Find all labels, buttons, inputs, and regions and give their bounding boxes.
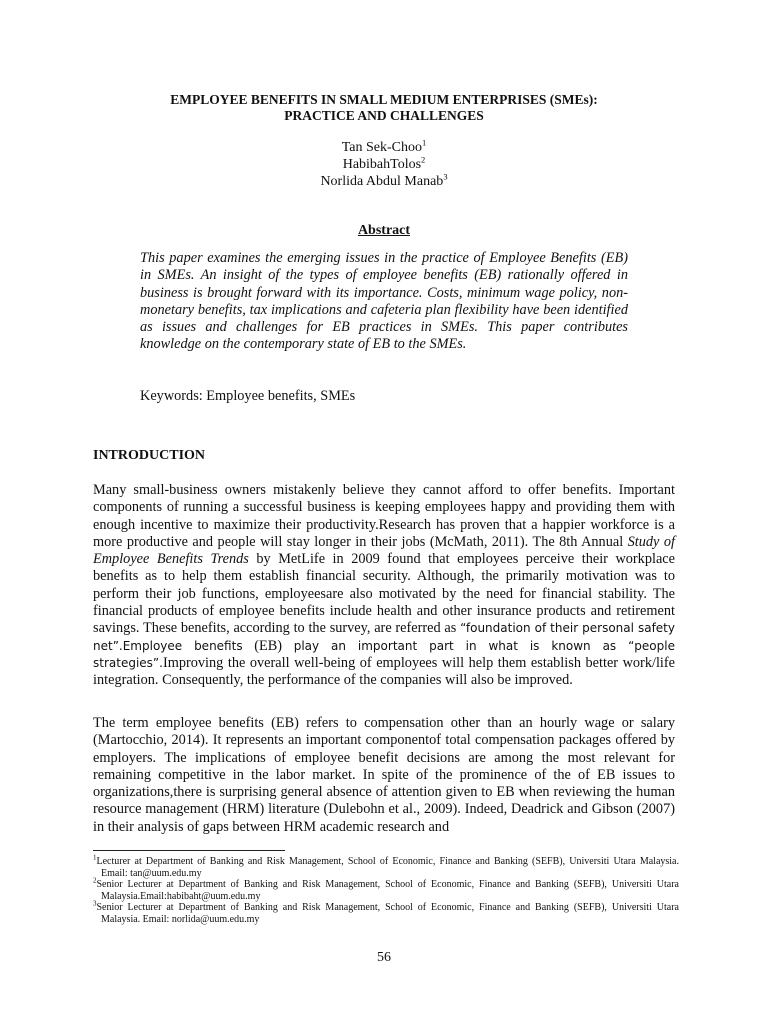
study-title-italic: Study of Employee Benefits Trends — [93, 533, 675, 568]
keywords-line: Keywords: Employee benefits, SMEs — [140, 388, 356, 404]
footnotes — [93, 853, 679, 926]
author-footnote-mark: 1 — [422, 137, 427, 148]
paper-title-line-2: PRACTICE AND CHALLENGES — [284, 108, 484, 123]
author-name: Tan Sek-Choo — [341, 140, 423, 155]
footnote-text: Senior Lecturer at Department of Banking and Risk Management, School of Economic, Finance and Banking (SEFB), Universiti Utara Malaysia.Email:habibaht@uum.edu.my — [96, 879, 679, 902]
quoted-phrase: play an important part in what is known as “people strategies”. — [93, 638, 675, 670]
footnote-text: Senior Lecturer at Department of Banking and Risk Management, School of Economic, Finance and Banking (SEFB), Universiti Utara Malaysia. Email: norlida@uum.edu.my — [96, 902, 679, 925]
paper-title — [90, 92, 678, 124]
author-1 — [90, 139, 678, 156]
introduction-paragraph-2: The term employee benefits (EB) refers to compensation other than an hourly wage or salary (Martocchio, 2014). It represents an important componentof total compensation packages offered by employers. The implications of employee benefit decisions are among the most relevant for remaining competitive in the labor market. In spite of the prominence of the of EB issues to organizations,there is surprising general absence of attention given to EB when reviewing the human resource management (HRM) literature (Dulebohn et al., 2009). Indeed, Deadrick and Gibson (2007) in their analysis of gaps between HRM academic research and — [93, 715, 675, 835]
paragraph-text: Many small-business owners mistakenly believe they cannot afford to offer benefits. Important components of running a successful business is keeping employees happy and providing them with enough incentive to maximize their productivity.Research has proven that a happier workforce is a more productive and people will stay longer in their jobs (McMath, 2011). The 8th Annual — [93, 482, 675, 550]
footnote-mark: 3 — [93, 900, 97, 909]
footnote-2 — [93, 876, 679, 902]
author-list — [90, 139, 678, 190]
author-name: HabibahTolos — [342, 157, 422, 172]
paragraph-text: by MetLife in 2009 found that employees perceive their workplace benefits as to help them establish financial security. Although, the primarily motivation was to perform their job functions, employeesare also motivated by the need for financial stability. The financial products of employee benefits include health and other insurance products and retirement savings. These benefits, according to the survey, are referred as — [93, 551, 675, 637]
footnote-divider — [93, 850, 285, 851]
footnote-text: Lecturer at Department of Banking and Risk Management, School of Economic, Finance and Banking (SEFB), Universiti Utara Malaysia. Email: tan@uum.edu.my — [96, 856, 679, 879]
paragraph-text: Improving the overall well-being of employees will help them establish better work/life integration. Consequently, the performance of the companies will also be improved. — [93, 654, 675, 689]
author-2 — [90, 156, 678, 173]
quoted-phrase: “foundation of their personal safety net”.Employee benefits — [93, 621, 675, 653]
footnote-mark: 2 — [93, 876, 97, 885]
page-number: 56 — [377, 950, 391, 965]
footnote-3 — [93, 902, 679, 925]
author-footnote-mark: 3 — [443, 171, 448, 182]
introduction-paragraph-1 — [93, 482, 675, 690]
author-name: Norlida Abdul Manab — [320, 174, 444, 189]
abstract-body: This paper examines the emerging issues in the practice of Employee Benefits (EB) in SMEs. An insight of the types of employee benefits (EB) rationally offered in business is brought forward with its importance. Costs, minimum wage policy, non-monetary benefits, tax implications and cafeteria plan flexibility have been identified as issues and challenges for EB practices in SMEs. This paper contributes knowledge on the contemporary state of EB to the SMEs. — [140, 250, 628, 353]
paper-title-line-1: EMPLOYEE BENEFITS IN SMALL MEDIUM ENTERPRISES (SMEs): — [170, 92, 598, 107]
introduction-heading: INTRODUCTION — [93, 448, 206, 463]
abstract-heading: Abstract — [357, 223, 411, 238]
paragraph-text: (EB) — [242, 637, 294, 654]
author-footnote-mark: 2 — [421, 154, 426, 165]
footnote-1 — [93, 853, 679, 879]
author-3 — [90, 173, 678, 190]
footnote-mark: 1 — [93, 853, 97, 862]
